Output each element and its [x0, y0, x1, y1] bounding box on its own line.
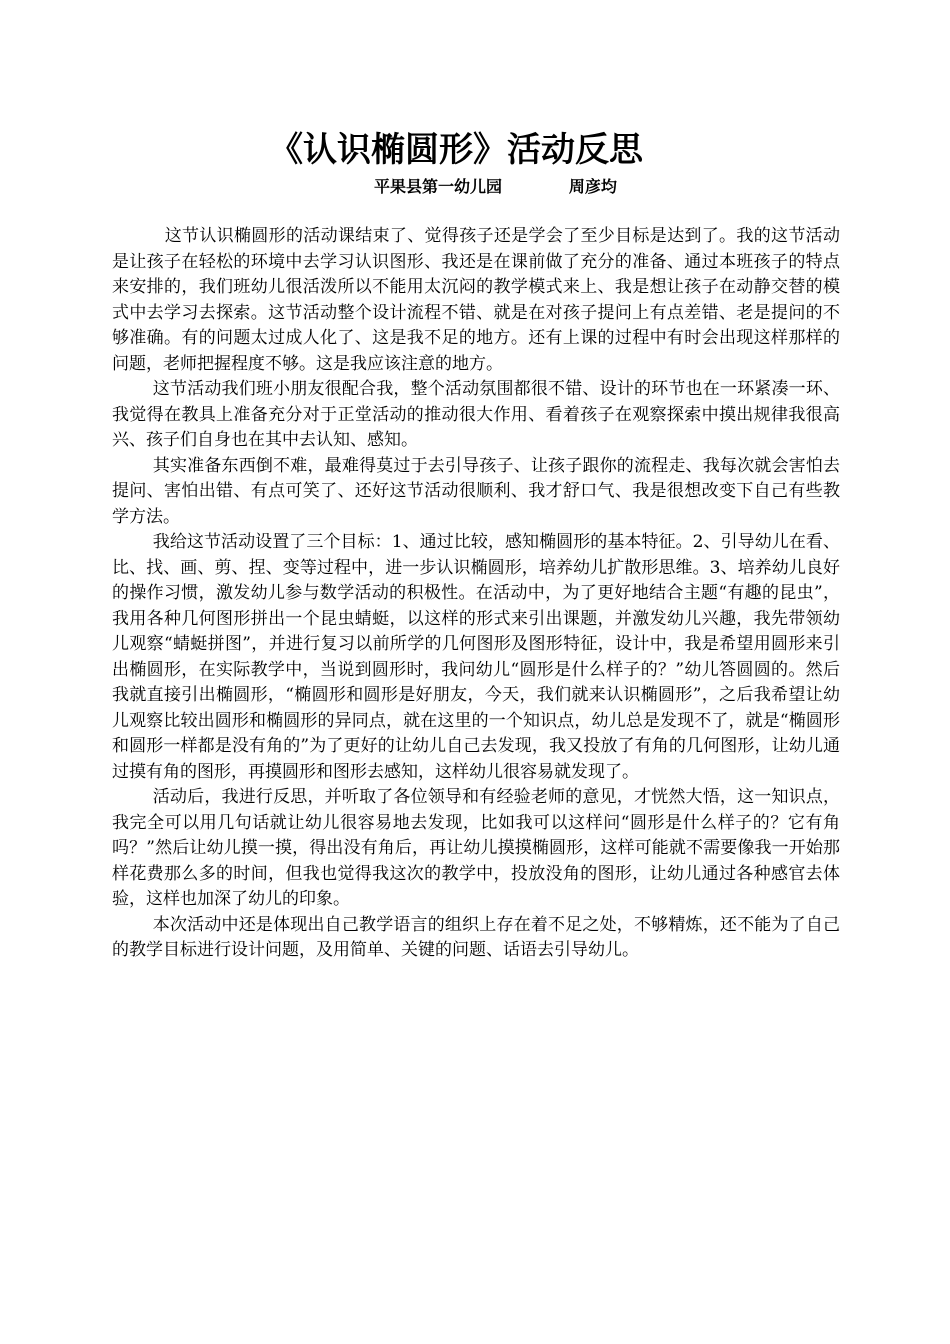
- paragraph-3: 其实准备东西倒不难，最难得莫过于去引导孩子、让孩子跟你的流程走、我每次就会害怕去提问、害怕出错、有点可笑了、还好这节活动很顺利、我才舒口气、我是很想改变下自己有些教学方法。: [112, 455, 840, 527]
- document-title: 《认识椭圆形》活动反思: [269, 130, 643, 170]
- paragraph-6: 本次活动中还是体现出自己教学语言的组织上存在着不足之处，不够精炼，还不能为了自己的教学目标进行设计问题，及用简单、关键的问题、话语去引导幼儿。: [112, 914, 840, 960]
- paragraph-1: 这节认识椭圆形的活动课结束了、觉得孩子还是学会了至少目标是达到了。我的这节活动是让孩子在轻松的环境中去学习认识图形、我还是在课前做了充分的准备、通过本班孩子的特点来安排的，我们班幼儿很活泼所以不能用太沉闷的教学模式来上、我是想让孩子在动静交替的模式中去学习去探索。这节活动整个设计流程不错、就是在对孩子提问上有点差错、老是提问的不够准确。有的问题太过成人化了、这是我不足的地方。还有上课的过程中有时会出现这样那样的问题，老师把握程度不够。这是我应该注意的地方。: [112, 226, 840, 374]
- paragraph-4: 我给这节活动设置了三个目标：1、通过比较，感知椭圆形的基本特征。2、引导幼儿在看、比、找、画、剪、捏、变等过程中，进一步认识椭圆形，培养幼儿扩散形思维。3、培养幼儿良好的操作习惯，激发幼儿参与数学活动的积极性。在活动中，为了更好地结合主题“有趣的昆虫”，我用各种几何图形拼出一个昆虫蜻蜓，以这样的形式来引出课题，并激发幼儿兴趣，我先带领幼儿观察“蜻蜓拼图”，并进行复习以前所学的几何图形及图形特征，设计中，我是希望用圆形来引出椭圆形，在实际教学中，当说到圆形时，我问幼儿“圆形是什么样子的？”幼儿答圆圆的。然后我就直接引出椭圆形，“椭圆形和圆形是好朋友，今天，我们就来认识椭圆形”，之后我希望让幼儿观察比较出圆形和椭圆形的异同点，就在这里的一个知识点，幼儿总是发现不了，就是“椭圆形和圆形一样都是没有角的”为了更好的让幼儿自己去发现，我又投放了有角的几何图形，让幼儿通过摸有角的图形，再摸圆形和图形去感知，这样幼儿很容易就发现了。: [112, 532, 840, 782]
- author-line: 平果县第一幼儿园 周彦均: [374, 177, 617, 196]
- document-body: [112, 224, 840, 964]
- paragraph-5: 活动后，我进行反思，并听取了各位领导和有经验老师的意见，才恍然大悟，这一知识点，我完全可以用几句话就让幼儿很容易地去发现，比如我可以这样问“圆形是什么样子的？它有角吗？”然后让幼儿摸一摸，得出没有角后，再让幼儿摸摸椭圆形，这样可能就不需要像我一开始那样花费那么多的时间，但我也觉得我这次的教学中，投放没角的图形，让幼儿通过各种感官去体验，这样也加深了幼儿的印象。: [112, 787, 840, 909]
- paragraph-2: 这节活动我们班小朋友很配合我，整个活动氛围都很不错、设计的环节也在一环紧凑一环、我觉得在教具上准备充分对于正堂活动的推动很大作用、看着孩子在观察探索中摸出规律我很高兴、孩子们自身也在其中去认知、感知。: [112, 379, 840, 450]
